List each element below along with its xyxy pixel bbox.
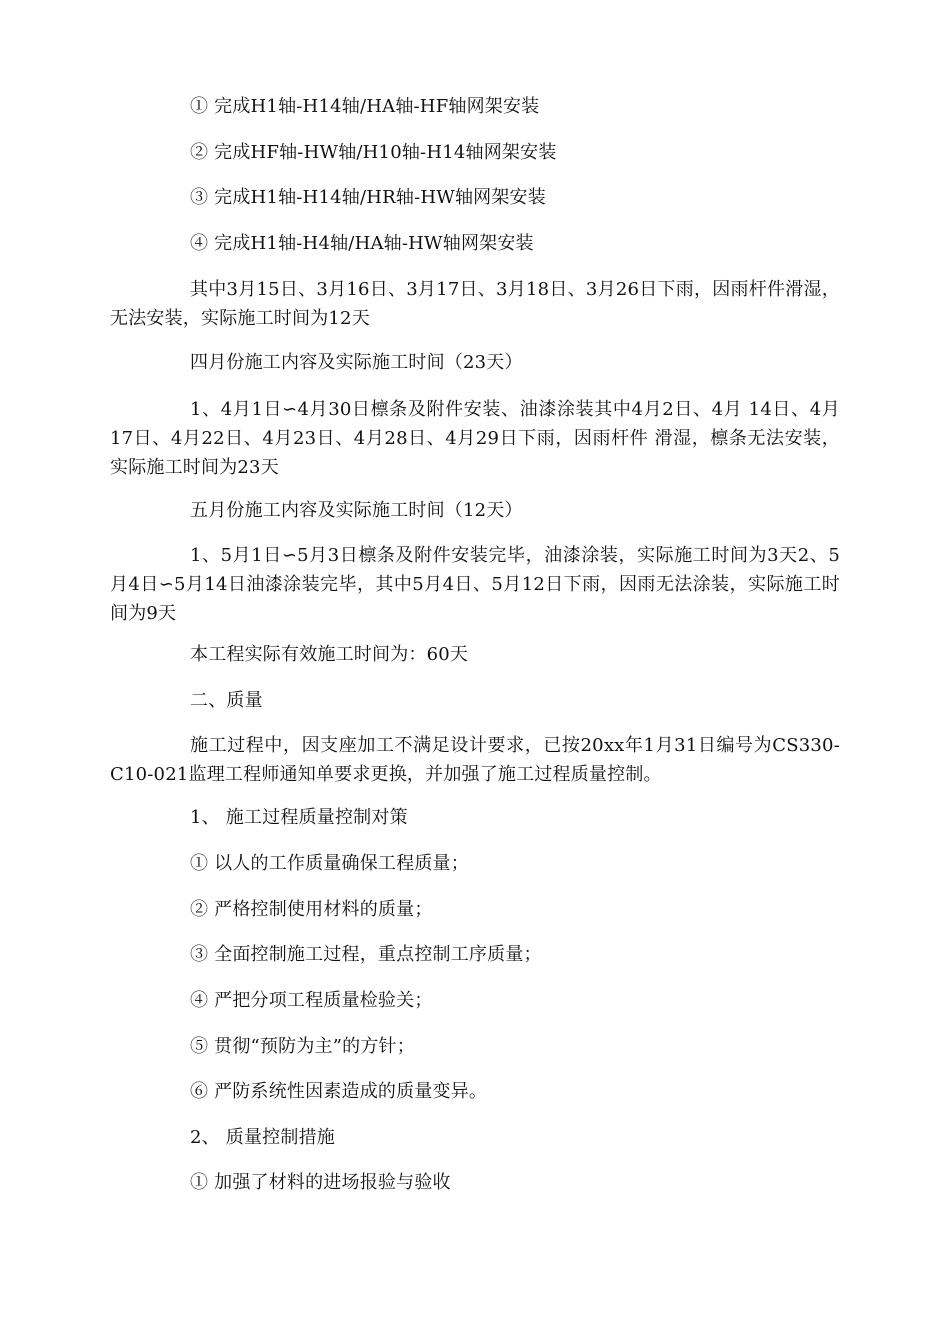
list-item-strategy-2: ② 严格控制使用材料的质量； [190, 899, 433, 920]
list-item-axis-1: ① 完成H1轴-H14轴/HA轴-HF轴网架安装 [190, 96, 540, 117]
list-item-strategy-1: ① 以人的工作质量确保工程质量； [190, 853, 469, 874]
paragraph-march-rain: 其中3月15日、3月16日、3月17日、3月18日、3月26日下雨，因雨杆件滑湿，无法安装，实际施工时间为12天 [110, 279, 840, 329]
heading-may: 五月份施工内容及实际施工时间（12天） [190, 500, 523, 521]
list-item-measure-1: ① 加强了材料的进场报验与验收 [190, 1172, 451, 1193]
paragraph-quality-support: 施工过程中，因支座加工不满足设计要求，已按20xx年1月31日编号为CS330-C10-021监理工程师通知单要求更换，并加强了施工过程质量控制。 [110, 735, 840, 785]
paragraph-may-work: 1、5月1日∽5月3日檩条及附件安装完毕，油漆涂装，实际施工时间为3天2、5月4日∽5月14日油漆涂装完毕，其中5月4日、5月12日下雨，因雨无法涂装，实际施工时间为9天 [110, 545, 840, 624]
list-item-axis-3: ③ 完成H1轴-H14轴/HR轴-HW轴网架安装 [190, 187, 546, 208]
section-heading-quality: 二、质量 [190, 690, 263, 711]
list-item-axis-4: ④ 完成H1轴-H4轴/HA轴-HW轴网架安装 [190, 233, 534, 254]
subheading-quality-strategy: 1、 施工过程质量控制对策 [190, 807, 408, 828]
list-item-strategy-6: ⑥ 严防系统性因素造成的质量变异。 [190, 1081, 488, 1102]
paragraph-total-time: 本工程实际有效施工时间为：60天 [190, 644, 469, 665]
list-item-axis-2: ② 完成HF轴-HW轴/H10轴-H14轴网架安装 [190, 142, 557, 163]
paragraph-april-work: 1、4月1日∽4月30日檩条及附件安装、油漆涂装其中4月2日、4月 14日、4月17日、4月22日、4月23日、4月28日、4月29日下雨，因雨杆件 滑湿，檩条无法安装，实际施工时间为23天 [110, 399, 840, 478]
list-item-strategy-4: ④ 严把分项工程质量检验关； [190, 990, 433, 1011]
heading-april: 四月份施工内容及实际施工时间（23天） [190, 352, 523, 373]
list-item-strategy-3: ③ 全面控制施工过程，重点控制工序质量； [190, 944, 542, 965]
list-item-strategy-5: ⑤ 贯彻“预防为主”的方针； [190, 1036, 415, 1057]
subheading-quality-measures: 2、 质量控制措施 [190, 1127, 335, 1148]
